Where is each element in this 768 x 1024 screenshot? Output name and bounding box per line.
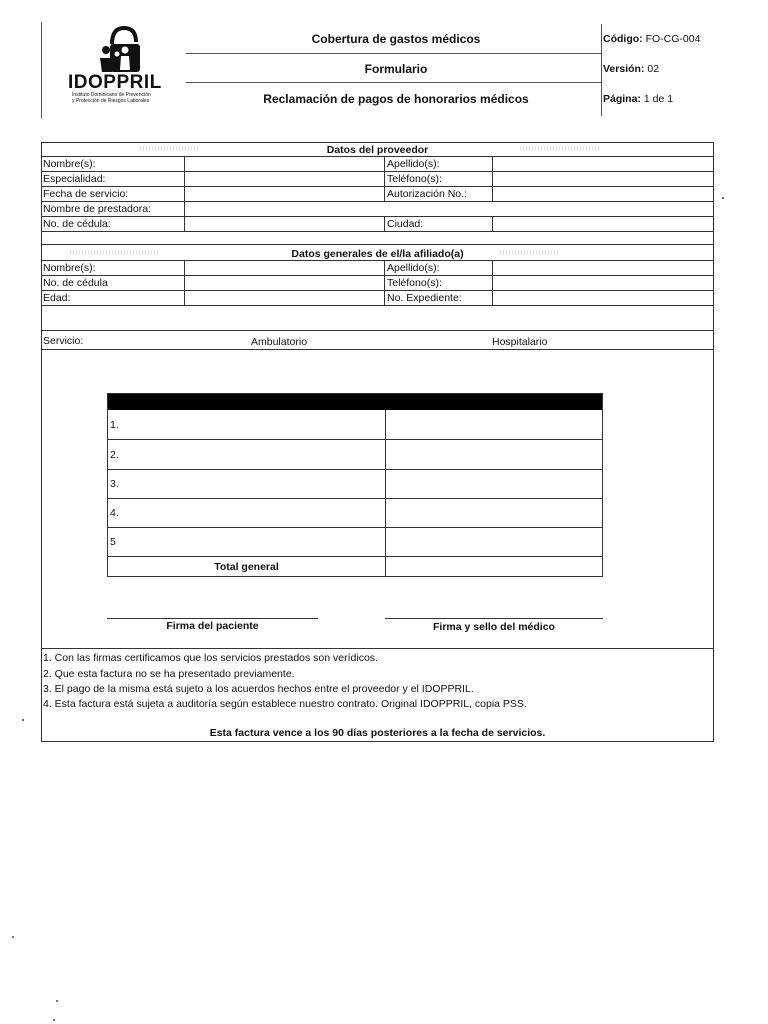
table-row-number: 4. [110, 507, 119, 519]
service-option-hospital[interactable]: Hospitalario [492, 336, 548, 348]
table-row [108, 499, 602, 528]
code-label: Código: [603, 33, 643, 45]
doctor-signature-line[interactable] [385, 618, 603, 619]
table-row-amount-input[interactable] [385, 440, 602, 469]
note-item: 3. El pago de la misma está sujeto a los acuerdos hechos entre el proveedor y el IDOPPRIL. [43, 683, 474, 695]
table-row-number: 1. [110, 418, 119, 431]
affiliate-name-label: Nombre(s): [43, 262, 96, 274]
items-table [107, 393, 603, 577]
table-row-amount-input[interactable] [385, 499, 602, 527]
provider-phone-label: Teléfono(s): [384, 172, 492, 186]
table-row [108, 440, 602, 470]
table-row [108, 528, 602, 557]
scan-speck [12, 936, 14, 938]
provider-authorization-input[interactable] [492, 187, 714, 201]
service-label: Servicio: [43, 335, 84, 347]
affiliate-section-title: Datos generales de el/la afiliado(a) [291, 248, 464, 260]
note-item: 2. Que esta factura no se ha presentado previamente. [43, 668, 295, 680]
affiliate-file-input[interactable] [492, 291, 714, 305]
scan-speck [22, 719, 24, 721]
version-label: Versión: [603, 63, 645, 75]
affiliate-row-name [41, 261, 714, 276]
version-field [603, 63, 659, 75]
provider-surname-label: Apellido(s): [384, 157, 492, 171]
provider-city-input[interactable] [492, 217, 714, 231]
header-rule-2 [186, 82, 601, 83]
provider-phone-input[interactable] [492, 172, 714, 186]
doctor-signature-label: Firma y sello del médico [433, 621, 555, 633]
affiliate-row-age [41, 291, 714, 306]
page-field [603, 93, 673, 105]
provider-service-date-label: Fecha de servicio: [43, 188, 129, 200]
code-field [603, 33, 700, 45]
affiliate-file-label: No. Expediente: [384, 291, 492, 305]
affiliate-spacer-rule [41, 330, 714, 331]
header-rule-1 [186, 53, 601, 54]
provider-name-label: Nombre(s): [43, 158, 96, 170]
affiliate-phone-label: Teléfono(s): [384, 276, 492, 290]
affiliate-surname-input[interactable] [492, 261, 714, 275]
scan-speck [722, 197, 724, 199]
table-row-amount-input[interactable] [385, 410, 602, 439]
provider-provider-name-input[interactable] [184, 202, 714, 216]
provider-section-title: Datos del proveedor [326, 144, 429, 156]
table-row-number: 3. [110, 478, 119, 490]
table-row-number: 2. [110, 448, 119, 461]
note-item: 4. Esta factura está sujeta a auditoría según establece nuestro contrato. Original IDOPPRIL, copia PSS. [43, 698, 527, 710]
provider-row-name [41, 157, 714, 172]
table-row-number: 5 [110, 536, 116, 548]
document-subtitle: Formulario [364, 62, 428, 76]
items-table-header [108, 394, 602, 410]
provider-row-date [41, 187, 714, 202]
provider-city-label: Ciudad: [384, 217, 492, 231]
table-row [108, 410, 602, 440]
patient-signature-label: Firma del paciente [166, 620, 259, 632]
affiliate-row-id [41, 276, 714, 291]
logo-subtitle-2: y Protección de Riesgos Laborales [72, 98, 150, 104]
service-option-ambulatory[interactable]: Ambulatorio [251, 336, 308, 348]
provider-authorization-label: Autorización No.: [384, 187, 492, 201]
total-label: Total general [214, 560, 279, 573]
logo-emblem-icon [90, 24, 150, 76]
form-name: Reclamación de pagos de honorarios médicos [263, 92, 529, 106]
notes-top-rule [41, 648, 714, 649]
provider-specialty-label: Especialidad: [43, 173, 106, 185]
patient-signature-line[interactable] [107, 618, 318, 619]
logo-subtitle-1: Instituto Dominicano de Prevención [72, 92, 151, 98]
service-rule [41, 349, 714, 350]
total-amount-input[interactable] [385, 557, 602, 576]
note-item: 1. Con las firmas certificamos que los servicios prestados son verídicos. [43, 652, 378, 664]
affiliate-name-input[interactable] [184, 261, 384, 275]
scan-speck [56, 1000, 58, 1002]
scan-speck [53, 1019, 55, 1021]
logo [66, 24, 176, 108]
table-row-amount-input[interactable] [385, 470, 602, 498]
table-row-amount-input[interactable] [385, 528, 602, 556]
provider-name-input[interactable] [184, 157, 384, 171]
logo-name: IDOPPRIL [68, 72, 162, 93]
provider-row-provider-name [41, 202, 714, 217]
provider-surname-input[interactable] [492, 157, 714, 171]
provider-row-id [41, 217, 714, 232]
provider-specialty-input[interactable] [184, 172, 384, 186]
table-row [108, 470, 602, 499]
version-value: 02 [647, 63, 660, 75]
footer-notice: Esta factura vence a los 90 días posteriores a la fecha de servicios. [209, 727, 546, 739]
page-label: Página: [603, 93, 641, 105]
affiliate-id-label: No. de cédula [43, 277, 108, 289]
table-total-row [108, 557, 602, 576]
code-value: FO-CG-004 [645, 33, 701, 45]
page-value: 1 de 1 [643, 93, 674, 105]
affiliate-phone-input[interactable] [492, 276, 714, 290]
header-left-divider [41, 22, 42, 118]
provider-row-specialty [41, 172, 714, 187]
provider-id-input[interactable] [184, 217, 384, 231]
provider-provider-name-label: Nombre de prestadora: [43, 203, 151, 215]
provider-id-label: No. de cédula: [43, 218, 111, 230]
provider-service-date-input[interactable] [184, 187, 384, 201]
document-title: Cobertura de gastos médicos [311, 32, 481, 46]
affiliate-age-label: Edad: [43, 292, 71, 304]
affiliate-age-input[interactable] [184, 291, 384, 305]
affiliate-surname-label: Apellido(s): [384, 261, 492, 275]
service-row [41, 335, 714, 349]
provider-spacer-rule [41, 244, 714, 245]
affiliate-id-input[interactable] [184, 276, 384, 290]
